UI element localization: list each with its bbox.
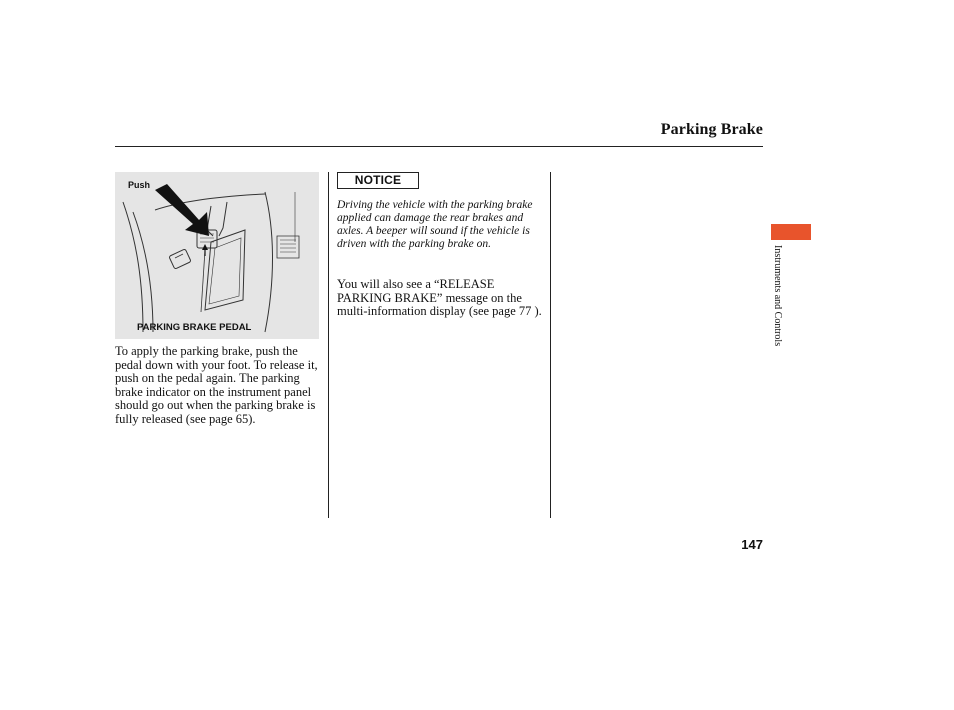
header-rule — [115, 146, 763, 147]
parking-brake-illustration — [115, 172, 319, 339]
section-label: Instruments and Controls — [772, 245, 783, 347]
notice-text: Driving the vehicle with the parking brake applied can damage the rear brakes and axles. A beeper will sound if the vehicle is driven with the parking brake on. — [337, 199, 533, 250]
column-divider-right — [550, 172, 551, 518]
push-label: Push — [128, 180, 151, 190]
column1-paragraph: To apply the parking brake, push the pedal down with your foot. To release it, push on the pedal again. The parking brake indicator on the instrument panel should go out when the parking brake is fully released (see page 65). — [115, 344, 318, 426]
figure-caption: PARKING BRAKE PEDAL — [137, 322, 252, 333]
section-tab — [771, 224, 811, 240]
pedal-drawing — [115, 172, 319, 339]
notice-badge: NOTICE — [337, 172, 419, 189]
page-title: Parking Brake — [660, 121, 763, 138]
page-number: 147 — [741, 537, 763, 552]
column-divider-left — [328, 172, 329, 518]
column2-paragraph: You will also see a “RELEASE PARKING BRAKE” message on the multi-information display (see page 77 ). — [337, 277, 542, 318]
